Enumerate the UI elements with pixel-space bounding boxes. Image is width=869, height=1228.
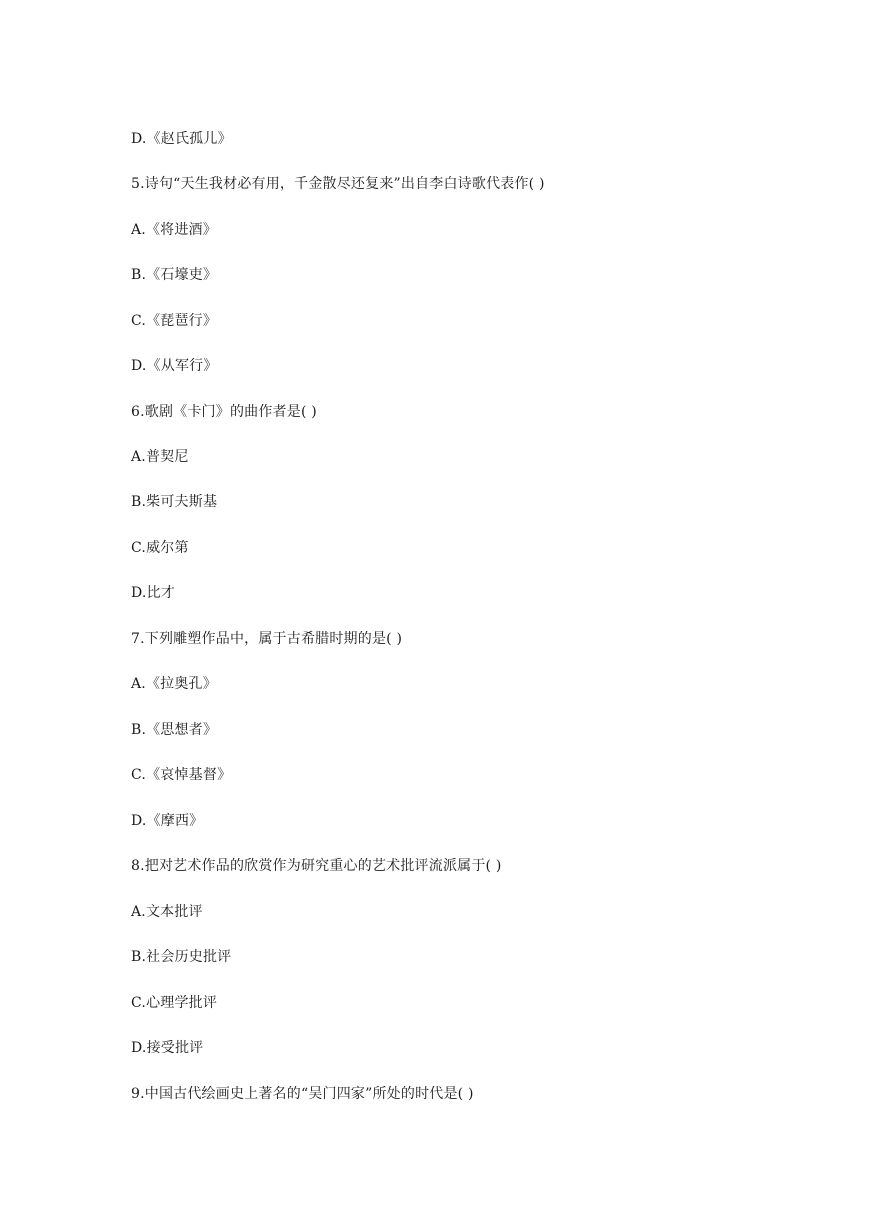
option-line: C.《琵琶行》: [131, 313, 218, 329]
option-line: D.比才: [131, 585, 175, 601]
question-line: 9.中国古代绘画史上著名的“吴门四家”所处的时代是( ): [131, 1086, 474, 1102]
option-line: D.《赵氏孤儿》: [131, 131, 232, 147]
option-line: A.普契尼: [131, 449, 189, 465]
option-line: A.《拉奥孔》: [131, 676, 217, 692]
option-line: D.接受批评: [131, 1040, 204, 1056]
question-line: 7.下列雕塑作品中，属于古希腊时期的是( ): [131, 631, 403, 647]
question-line: 6.歌剧《卡门》的曲作者是( ): [131, 404, 317, 420]
option-line: B.柴可夫斯基: [131, 494, 218, 510]
option-line: B.《石壕吏》: [131, 267, 218, 283]
option-line: C.《哀悼基督》: [131, 767, 232, 783]
option-line: D.《从军行》: [131, 358, 218, 374]
option-line: C.心理学批评: [131, 995, 218, 1011]
question-line: 8.把对艺术作品的欣赏作为研究重心的艺术批评流派属于( ): [131, 858, 502, 874]
option-line: B.社会历史批评: [131, 949, 232, 965]
question-line: 5.诗句“天生我材必有用，千金散尽还复来”出自李白诗歌代表作( ): [131, 176, 545, 192]
option-line: B.《思想者》: [131, 722, 218, 738]
option-line: A.文本批评: [131, 904, 203, 920]
option-line: A.《将进酒》: [131, 222, 217, 238]
option-line: C.威尔第: [131, 540, 189, 556]
option-line: D.《摩西》: [131, 813, 204, 829]
